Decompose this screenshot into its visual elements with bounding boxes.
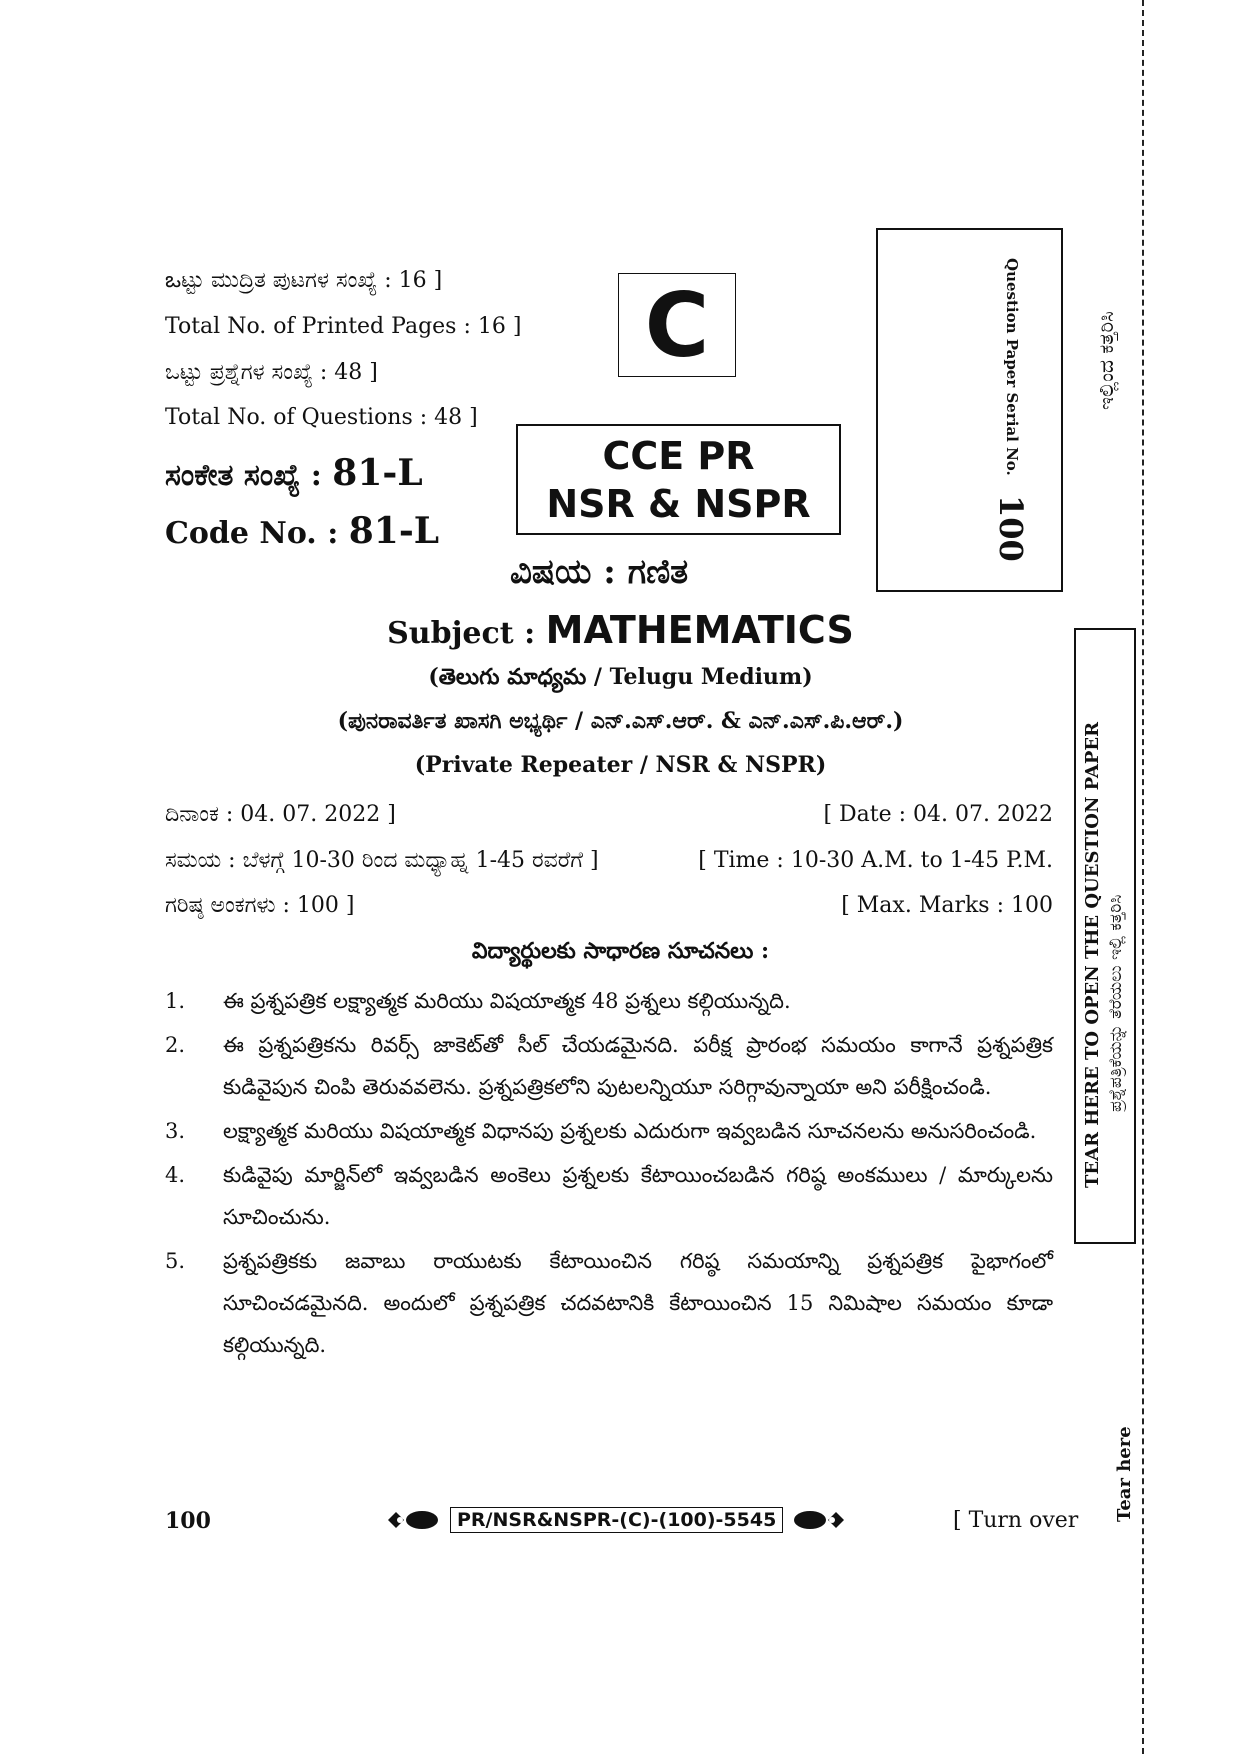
candidate-category-english: (Private Repeater / NSR & NSPR) [414, 752, 827, 778]
instruction-item: 2. ఈ ప్రశ్నపత్రికను రివర్స్ జాకెట్‌తో సీల్ చేయడమైనది. పరీక్ష ప్రారంభ సమయం కాగానే ప్రశ్నపత్రిక కుడివైపున చింపి తెరువవలెను. ప్రశ్నపత్రికలోని పుటలన్నియూ సరిగ్గావున్నాయా అని పరీక్షించండి. [165, 1033, 1053, 1099]
total-questions-kannada: ಒಟ್ಟು ಪ್ರಶ್ನೆಗಳ ಸಂಖ್ಯೆ : 48 ] [165, 360, 378, 385]
code-value-kannada: 81-L [332, 452, 423, 494]
cut-here-kannada: ಇಲ್ಲಿಂದ ಕತ್ತರಿಸಿ [1094, 311, 1118, 410]
medium-line: (తెలుగు మాధ్యమ / Telugu Medium) [428, 664, 813, 690]
page-number: 100 [165, 1508, 211, 1534]
code-label-english: Code No. : [165, 516, 339, 551]
marks-row [165, 893, 1053, 918]
time-row [165, 848, 1053, 873]
code-number-english [165, 510, 439, 552]
time-kannada: ಸಮಯ : ಬೆಳಗ್ಗೆ 10-30 ರಿಂದ ಮಧ್ಯಾಹ್ನ 1-45 ರವರೆಗೆ ] [165, 848, 599, 873]
instruction-item: 3. లక్ష్యాత్మక మరియు విషయాత్మక విధానపు ప్రశ్నలకు ఎదురుగా ఇవ్వబడిన సూచనలను అనుసరించండి. [165, 1119, 1037, 1143]
date-english: [ Date : 04. 07. 2022 [823, 802, 1053, 827]
candidate-category-kannada: (ಪುನರಾವರ್ತಿತ ಖಾಸಗಿ ಅಭ್ಯರ್ಥಿ / ಎನ್.ಎಸ್.ಆರ್. & ಎನ್.ಎಸ್.ಪಿ.ಆರ್.) [337, 708, 904, 734]
subject-label: Subject : [387, 616, 536, 651]
marks-english: [ Max. Marks : 100 [841, 893, 1053, 918]
instruction-item: 5. ప్రశ్నపత్రికకు జవాబు రాయుటకు కేటాయించిన గరిష్ఠ సమయాన్ని ప్రశ్నపత్రిక పైభాగంలో సూచించడమైనది. అందులో ప్రశ్నపత్రిక చదవటానికి కేటాయించిన 15 నిమిషాల సమయం కూడా కల్గియున్నది. [165, 1249, 1053, 1357]
code-label-kannada: ಸಂಕೇತ ಸಂಖ್ಯೆ : [165, 458, 322, 493]
instructions-list [165, 980, 1053, 1368]
instruction-item: 1. ఈ ప్రశ్నపత్రిక లక్ష్యాత్మక మరియు విషయాత్మక 48 ప్రశ్నలు కల్గియున్నది. [165, 989, 791, 1013]
instructions-heading: విద్యార్థులకు సాధారణ సూచనలు : [471, 938, 770, 964]
tear-here-label: Tear here [1114, 1426, 1135, 1522]
tear-instruction-kannada: ಪ್ರಶ್ನೆಪತ್ರಿಕೆಯನ್ನು ತೆರೆಯಲು ಇಲ್ಲಿ ಕತ್ತರಿಸಿ [1106, 894, 1126, 1112]
subject-kannada: ವಿಷಯ : ಗಣಿತ [510, 552, 689, 592]
serial-number-label: Question Paper Serial No. [1003, 258, 1021, 476]
total-questions-english: Total No. of Questions : 48 ] [165, 405, 478, 430]
time-english: [ Time : 10-30 A.M. to 1-45 P.M. [698, 848, 1053, 873]
serial-number-box [876, 228, 1063, 592]
turn-over: [ Turn over [953, 1508, 1079, 1533]
version-letter-box: C [618, 273, 736, 377]
subject-name: MATHEMATICS [545, 608, 854, 652]
exam-title-line2: NSR & NSPR [546, 482, 811, 526]
date-row [165, 802, 1053, 827]
printed-pages-kannada: ఒಟ್ಟು ಮುದ್ರಿತ ಪುಟಗಳ ಸಂಖ್ಯೆ : 16 ] [165, 268, 443, 293]
ornament-left-icon [386, 1505, 444, 1535]
exam-title-box [516, 424, 841, 535]
subject-heading [0, 608, 1241, 652]
code-value-english: 81-L [348, 510, 440, 552]
serial-number-value: 100 [992, 495, 1030, 562]
date-kannada: ದಿನಾಂಕ : 04. 07. 2022 ] [165, 802, 396, 827]
paper-code: PR/NSR&NSPR-(C)-(100)-5545 [450, 1507, 783, 1533]
printed-pages-english: Total No. of Printed Pages : 16 ] [165, 314, 522, 339]
tear-dashed-line [1142, 0, 1144, 1754]
tear-instruction-english: TEAR HERE TO OPEN THE QUESTION PAPER [1082, 721, 1103, 1188]
ornament-right-icon [788, 1505, 846, 1535]
instruction-item: 4. కుడివైపు మార్జిన్‌లో ఇవ్వబడిన అంకెలు ప్రశ్నలకు కేటాయించబడిన గరిష్ఠ అంకములు / మార్కులను సూచించును. [165, 1163, 1053, 1229]
exam-title-line1: CCE PR [602, 434, 755, 478]
marks-kannada: ಗರಿಷ್ಠ ಅಂಕಗಳು : 100 ] [165, 893, 355, 918]
code-number-kannada [165, 452, 423, 494]
